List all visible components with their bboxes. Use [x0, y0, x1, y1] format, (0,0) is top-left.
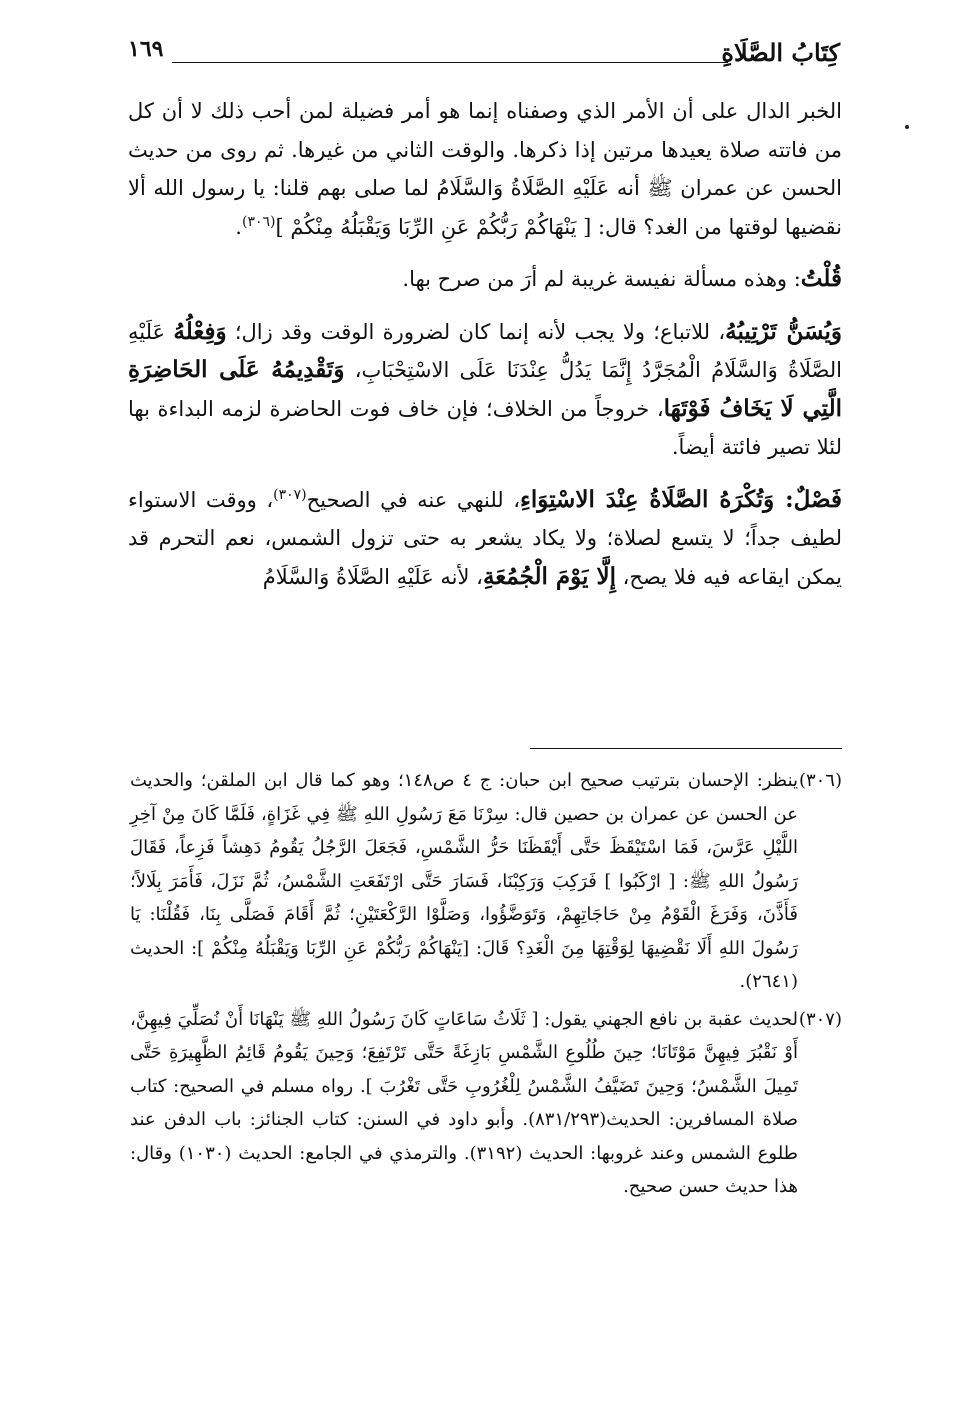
header-rule [172, 62, 728, 63]
footnote-text: ينظر: الإحسان بترتيب صحيح ابن حبان: ج ٤ ص١٤٨؛ وهو كما قال ابن الملقن؛ والحديث عن الحسن عن عمران بن حصين قال: سِرْنَا مَعَ رَسُولِ اللهِ ﷺ فِي غَزَاةٍ، فَلَمَّا كَانَ مِنْ آخِرِ اللَّيْلِ عَرَّسَ، فَمَا اسْتَيْقَظَ حَتَّى أَيْقَظَنَا حَرُّ الشَّمْسِ، فَجَعَلَ الرَّجُلُ يَقُومُ دَهِشاً فَزِعاً، فَقَالَ رَسُولُ اللهِ ﷺ: [ ارْكَبُوا ] فَرَكِبَ وَرَكِبْنَا، فَسَارَ حَتَّى ارْتَفَعَتِ الشَّمْسُ، ثُمَّ نَزَلَ، فَأَمَرَ بِلَالاً؛ فَأَذَّنَ، وَفَرَغَ الْقَوْمُ مِنْ حَاجَاتِهِمْ، وَتَوَضَّؤُوا، وَصَلَّوْا الرَّكْعَتَيْنِ؛ ثُمَّ أَقَامَ فَصَلَّى بِنَا، فَقُلْنَا: يَا رَسُولَ اللهِ أَلَا نَقْضِيهَا لِوَقْتِهَا مِنَ الْغَدِ؟ قَالَ: [يَنْهَاكُمْ رَبُّكُمْ عَنِ الرِّبَا وَيَقْبَلُهُ مِنْكُمْ ]: الحديث (٢٦٤١). [130, 770, 799, 992]
footnote-number: (٣٠٧) [798, 1008, 842, 1030]
sharh-text: . [235, 214, 242, 239]
footnote-number: (٣٠٦) [798, 770, 843, 791]
sharh-text: عَلَيْهِ الصَّلَاةُ وَالسَّلَامُ الْمُجَرَّدُ إِنَّمَا يَدُلُّ عِنْدَنَا عَلَى الاسْتِحْبَابِ، [128, 319, 842, 382]
main-text [128, 92, 842, 596]
sharh-text: : وهذه مسألة نفيسة غريبة لم أرَ من صرح بها. [402, 267, 801, 291]
body-paragraph [128, 260, 842, 299]
page-number: ١٦٩ [128, 36, 164, 62]
sharh-text: ، للنهي عنه في الصحيح [306, 487, 521, 512]
footnote-ref: (٣٠٧) [273, 486, 307, 503]
matn-text: إِلَّا يَوْمَ الْجُمُعَةِ [482, 562, 616, 590]
chapter-title: كِتَابُ الصَّلَاةِ [721, 38, 840, 67]
matn-text: وَفِعْلُهُ [173, 317, 227, 345]
footnote [130, 1003, 842, 1204]
body-paragraph [128, 481, 842, 597]
footnote-separator [530, 748, 842, 749]
running-header [128, 34, 840, 74]
body-paragraph [128, 313, 842, 467]
sharh-text: ، للاتباع؛ ولا يجب لأنه إنما كان لضرورة الوقت وقد زال؛ [226, 319, 726, 344]
matn-text: قُلْتُ [800, 265, 842, 292]
footnote-ref: (٣٠٦) [241, 213, 276, 230]
matn-text: وَتَقْدِيمُهُ عَلَى الحَاضِرَةِ الَّتِي لَا يَخَافُ فَوْتَهَا [128, 356, 842, 422]
matn-text: وَيُسَنُّ تَرْتِيبُهُ [725, 317, 842, 345]
matn-text: فَصْلٌ: وَتُكْرَهُ الصَّلَاةُ عِنْدَ الاسْتِوَاءِ [520, 485, 843, 513]
sharh-text: ، لأنه عَلَيْهِ الصَّلَاةُ وَالسَّلَامُ [262, 564, 483, 589]
footnotes [130, 764, 842, 1208]
footnote [130, 764, 842, 999]
sharh-text: ، خروجاً من الخلاف؛ فإن خاف فوت الحاضرة لزمه البداءة بها لئلا تصير فائتة أيضاً. [128, 396, 842, 459]
sharh-text: ، ووقت الاستواء لطيف جداً؛ لا يتسع لصلاة؛ ولا يكاد يشعر به حتى تزول الشمس، نعم التحرم قد يمكن ايقاعه فيه فلا يصح، [128, 487, 842, 589]
footnote-text: لحديث عقبة بن نافع الجهني يقول: [ ثَلَاثُ سَاعَاتٍ كَانَ رَسُولُ اللهِ ﷺ يَنْهَانَا أَنْ نُصَلِّيَ فِيهِنَّ، أَوْ نَقْبُرَ فِيهِنَّ مَوْتَانَا؛ حِينَ طُلُوعِ الشَّمْسِ بَازِغَةً حَتَّى تَرْتَفِعَ؛ وَحِينَ يَقُومُ قَائِمُ الظَّهِيرَةِ حَتَّى تَمِيلَ الشَّمْسُ؛ وَحِينَ تَضَيَّفُ الشَّمْسُ لِلْغُرُوبِ حَتَّى تَغْرُبَ ]. رواه مسلم في الصحيح: كتاب صلاة المسافرين: الحديث(٨٣١/٢٩٣). وأبو داود في السنن: كتاب الجنائز: باب الدفن عند طلوع الشمس وعند غروبها: الحديث (٣١٩٢). والترمذي في الجامع: الحديث (١٠٣٠) وقال: هذا حديث حسن صحيح. [130, 1008, 799, 1197]
body-paragraph [128, 92, 842, 246]
sharh-text: الخبر الدال على أن الأمر الذي وصفناه إنما هو أمر فضيلة لمن أحب ذلك لا أن كل من فاتته صلاة يعيدها مرتين إذا ذكرها. والوقت الثاني من غيرها. ثم روى من حديث الحسن عن عمران ﷺ أنه عَلَيْهِ الصَّلَاةُ وَالسَّلَامُ لما صلى بهم قلنا: يا رسول الله ألا نقضيها لوقتها من الغد؟ قال: [ يَنْهَاكُمْ رَبُّكُمْ عَنِ الرِّبَا وَيَقْبَلُهُ مِنْكُمْ ] [128, 99, 842, 239]
margin-mark [905, 125, 909, 129]
